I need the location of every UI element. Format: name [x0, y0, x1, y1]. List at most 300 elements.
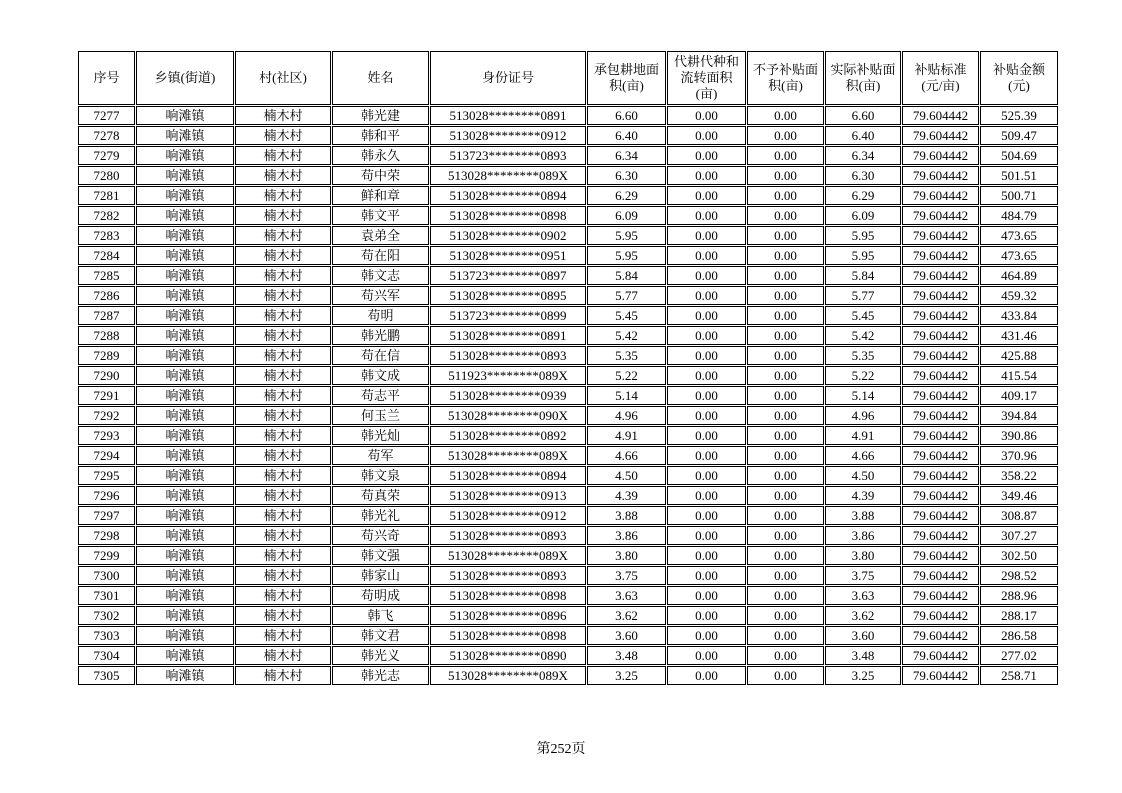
- table-cell: 响滩镇: [136, 466, 234, 485]
- table-cell: 5.22: [587, 366, 666, 385]
- table-cell: 473.65: [980, 226, 1058, 245]
- table-cell: 响滩镇: [136, 606, 234, 625]
- table-cell: 390.86: [980, 426, 1058, 445]
- table-cell: 韩光礼: [332, 506, 429, 525]
- table-cell: 79.604442: [902, 266, 979, 285]
- table-cell: 513028********0894: [430, 466, 586, 485]
- table-cell: 韩文强: [332, 546, 429, 565]
- table-cell: 513028********0939: [430, 386, 586, 405]
- table-cell: 韩和平: [332, 126, 429, 145]
- table-cell: 响滩镇: [136, 226, 234, 245]
- table-cell: 7298: [78, 526, 135, 545]
- table-cell: 0.00: [667, 346, 746, 365]
- table-cell: 韩光鹏: [332, 326, 429, 345]
- table-row: [78, 546, 1058, 565]
- table-cell: 0.00: [747, 606, 824, 625]
- table-cell: 0.00: [667, 266, 746, 285]
- table-cell: 韩光灿: [332, 426, 429, 445]
- table-cell: 79.604442: [902, 186, 979, 205]
- table-cell: 韩文泉: [332, 466, 429, 485]
- table-cell: 0.00: [667, 486, 746, 505]
- table-cell: 响滩镇: [136, 166, 234, 185]
- table-cell: 韩永久: [332, 146, 429, 165]
- table-cell: 4.50: [587, 466, 666, 485]
- table-cell: 袁弟全: [332, 226, 429, 245]
- table-cell: 楠木村: [235, 626, 331, 645]
- table-cell: 楠木村: [235, 446, 331, 465]
- table-cell: 79.604442: [902, 346, 979, 365]
- table-cell: 79.604442: [902, 446, 979, 465]
- table-cell: 0.00: [667, 666, 746, 685]
- table-cell: 7283: [78, 226, 135, 245]
- table-row: [78, 206, 1058, 225]
- table-cell: 79.604442: [902, 506, 979, 525]
- table-cell: 513028********089X: [430, 666, 586, 685]
- table-cell: 513028********0891: [430, 326, 586, 345]
- table-cell: 响滩镇: [136, 566, 234, 585]
- column-header-7: 不予补贴面积(亩): [747, 51, 824, 105]
- table-cell: 7300: [78, 566, 135, 585]
- table-cell: 0.00: [747, 666, 824, 685]
- table-cell: 3.86: [825, 526, 901, 545]
- table-cell: 504.69: [980, 146, 1058, 165]
- table-cell: 响滩镇: [136, 266, 234, 285]
- table-cell: 3.25: [825, 666, 901, 685]
- table-cell: 4.96: [587, 406, 666, 425]
- table-cell: 0.00: [667, 526, 746, 545]
- table-cell: 513028********090X: [430, 406, 586, 425]
- table-cell: 5.35: [825, 346, 901, 365]
- table-cell: 79.604442: [902, 586, 979, 605]
- table-cell: 响滩镇: [136, 406, 234, 425]
- table-cell: 0.00: [667, 506, 746, 525]
- table-cell: 513723********0897: [430, 266, 586, 285]
- column-header-0: 序号: [78, 51, 135, 105]
- table-cell: 0.00: [667, 546, 746, 565]
- table-cell: 鲜和章: [332, 186, 429, 205]
- table-row: [78, 446, 1058, 465]
- table-cell: 7301: [78, 586, 135, 605]
- table-cell: 394.84: [980, 406, 1058, 425]
- table-cell: 3.80: [587, 546, 666, 565]
- table-cell: 楠木村: [235, 426, 331, 445]
- table-cell: 0.00: [667, 386, 746, 405]
- table-cell: 79.604442: [902, 606, 979, 625]
- table-cell: 6.60: [825, 106, 901, 125]
- table-cell: 3.86: [587, 526, 666, 545]
- table-cell: 韩文志: [332, 266, 429, 285]
- table-cell: 431.46: [980, 326, 1058, 345]
- table-cell: 0.00: [747, 446, 824, 465]
- table-cell: 0.00: [747, 466, 824, 485]
- table-cell: 513028********089X: [430, 166, 586, 185]
- column-header-4: 身份证号: [430, 51, 586, 105]
- table-row: [78, 626, 1058, 645]
- table-cell: 5.84: [825, 266, 901, 285]
- table-cell: 响滩镇: [136, 626, 234, 645]
- table-cell: 79.604442: [902, 106, 979, 125]
- table-cell: 79.604442: [902, 546, 979, 565]
- table-cell: 0.00: [667, 646, 746, 665]
- table-cell: 响滩镇: [136, 426, 234, 445]
- table-row: [78, 386, 1058, 405]
- table-cell: 4.39: [825, 486, 901, 505]
- table-cell: 3.63: [825, 586, 901, 605]
- table-cell: 响滩镇: [136, 126, 234, 145]
- table-cell: 响滩镇: [136, 306, 234, 325]
- table-cell: 425.88: [980, 346, 1058, 365]
- table-row: [78, 646, 1058, 665]
- table-row: [78, 166, 1058, 185]
- table-cell: 308.87: [980, 506, 1058, 525]
- table-cell: 5.95: [825, 246, 901, 265]
- table-row: [78, 326, 1058, 345]
- table-cell: 79.604442: [902, 366, 979, 385]
- table-row: [78, 246, 1058, 265]
- table-cell: 7290: [78, 366, 135, 385]
- table-cell: 响滩镇: [136, 546, 234, 565]
- table-cell: 79.604442: [902, 386, 979, 405]
- table-row: [78, 606, 1058, 625]
- table-cell: 楠木村: [235, 306, 331, 325]
- table-cell: 79.604442: [902, 566, 979, 585]
- table-cell: 513028********0898: [430, 586, 586, 605]
- table-cell: 0.00: [667, 126, 746, 145]
- table-cell: 7282: [78, 206, 135, 225]
- table-cell: 0.00: [747, 226, 824, 245]
- table-cell: 79.604442: [902, 466, 979, 485]
- table-cell: 响滩镇: [136, 506, 234, 525]
- table-cell: 0.00: [747, 286, 824, 305]
- table-cell: 5.77: [587, 286, 666, 305]
- table-header-row: [78, 51, 1058, 105]
- table-cell: 楠木村: [235, 366, 331, 385]
- table-cell: 韩家山: [332, 566, 429, 585]
- table-cell: 513723********0899: [430, 306, 586, 325]
- table-cell: 0.00: [667, 166, 746, 185]
- table-cell: 楠木村: [235, 206, 331, 225]
- table-row: [78, 346, 1058, 365]
- table-cell: 0.00: [667, 326, 746, 345]
- table-cell: 0.00: [747, 386, 824, 405]
- table-cell: 370.96: [980, 446, 1058, 465]
- table-cell: 3.88: [587, 506, 666, 525]
- table-cell: 响滩镇: [136, 446, 234, 465]
- table-cell: 楠木村: [235, 286, 331, 305]
- table-cell: 7305: [78, 666, 135, 685]
- table-cell: 响滩镇: [136, 666, 234, 685]
- table-cell: 286.58: [980, 626, 1058, 645]
- table-cell: 苟志平: [332, 386, 429, 405]
- table-cell: 5.14: [587, 386, 666, 405]
- table-cell: 358.22: [980, 466, 1058, 485]
- table-cell: 5.84: [587, 266, 666, 285]
- table-cell: 3.62: [587, 606, 666, 625]
- table-cell: 258.71: [980, 666, 1058, 685]
- table-cell: 0.00: [667, 106, 746, 125]
- table-row: [78, 126, 1058, 145]
- table-cell: 楠木村: [235, 186, 331, 205]
- table-cell: 525.39: [980, 106, 1058, 125]
- column-header-1: 乡镇(街道): [136, 51, 234, 105]
- table-cell: 响滩镇: [136, 186, 234, 205]
- table-cell: 513028********089X: [430, 446, 586, 465]
- table-cell: 苟在阳: [332, 246, 429, 265]
- table-cell: 楠木村: [235, 406, 331, 425]
- table-cell: 79.604442: [902, 126, 979, 145]
- table-cell: 响滩镇: [136, 366, 234, 385]
- table-cell: 苟明: [332, 306, 429, 325]
- table-cell: 0.00: [747, 186, 824, 205]
- table-cell: 7286: [78, 286, 135, 305]
- table-row: [78, 466, 1058, 485]
- table-cell: 302.50: [980, 546, 1058, 565]
- table-cell: 0.00: [747, 106, 824, 125]
- table-cell: 韩光志: [332, 666, 429, 685]
- table-cell: 响滩镇: [136, 106, 234, 125]
- table-cell: 5.95: [587, 246, 666, 265]
- table-cell: 0.00: [667, 466, 746, 485]
- table-cell: 484.79: [980, 206, 1058, 225]
- table-cell: 6.34: [825, 146, 901, 165]
- table-cell: 7303: [78, 626, 135, 645]
- table-cell: 3.60: [587, 626, 666, 645]
- table-cell: 7297: [78, 506, 135, 525]
- table-row: [78, 406, 1058, 425]
- table-cell: 288.17: [980, 606, 1058, 625]
- table-cell: 韩文君: [332, 626, 429, 645]
- table-cell: 6.30: [825, 166, 901, 185]
- table-row: [78, 186, 1058, 205]
- table-row: [78, 226, 1058, 245]
- table-cell: 513028********0898: [430, 626, 586, 645]
- table-cell: 500.71: [980, 186, 1058, 205]
- table-cell: 513028********089X: [430, 546, 586, 565]
- table-cell: 513028********0896: [430, 606, 586, 625]
- table-cell: 3.75: [587, 566, 666, 585]
- table-cell: 5.95: [825, 226, 901, 245]
- table-cell: 6.40: [825, 126, 901, 145]
- table-cell: 响滩镇: [136, 526, 234, 545]
- table-cell: 韩光义: [332, 646, 429, 665]
- table-cell: 79.604442: [902, 406, 979, 425]
- table-cell: 楠木村: [235, 506, 331, 525]
- table-cell: 楠木村: [235, 566, 331, 585]
- table-cell: 0.00: [747, 246, 824, 265]
- table-cell: 苟在信: [332, 346, 429, 365]
- table-cell: 0.00: [667, 226, 746, 245]
- table-cell: 3.62: [825, 606, 901, 625]
- table-cell: 楠木村: [235, 546, 331, 565]
- table-cell: 513028********0893: [430, 346, 586, 365]
- table-row: [78, 106, 1058, 125]
- table-cell: 509.47: [980, 126, 1058, 145]
- table-cell: 4.66: [825, 446, 901, 465]
- table-cell: 513028********0894: [430, 186, 586, 205]
- table-cell: 6.29: [825, 186, 901, 205]
- table-cell: 511923********089X: [430, 366, 586, 385]
- table-cell: 79.604442: [902, 206, 979, 225]
- table-cell: 楠木村: [235, 106, 331, 125]
- table-cell: 6.30: [587, 166, 666, 185]
- table-row: [78, 366, 1058, 385]
- table-cell: 5.35: [587, 346, 666, 365]
- table-cell: 513028********0893: [430, 526, 586, 545]
- table-cell: 响滩镇: [136, 386, 234, 405]
- table-cell: 0.00: [667, 246, 746, 265]
- table-cell: 楠木村: [235, 606, 331, 625]
- table-cell: 4.50: [825, 466, 901, 485]
- table-cell: 响滩镇: [136, 146, 234, 165]
- table-cell: 0.00: [747, 646, 824, 665]
- table-cell: 7278: [78, 126, 135, 145]
- table-cell: 5.42: [825, 326, 901, 345]
- table-cell: 楠木村: [235, 226, 331, 245]
- table-cell: 7304: [78, 646, 135, 665]
- table-cell: 3.80: [825, 546, 901, 565]
- table-cell: 7299: [78, 546, 135, 565]
- table-cell: 3.48: [587, 646, 666, 665]
- table-cell: 楠木村: [235, 386, 331, 405]
- table-cell: 响滩镇: [136, 586, 234, 605]
- table-cell: 7280: [78, 166, 135, 185]
- table-cell: 513028********0912: [430, 506, 586, 525]
- table-cell: 响滩镇: [136, 346, 234, 365]
- table-cell: 3.48: [825, 646, 901, 665]
- table-cell: 韩飞: [332, 606, 429, 625]
- table-cell: 7291: [78, 386, 135, 405]
- table-cell: 7294: [78, 446, 135, 465]
- table-row: [78, 146, 1058, 165]
- table-cell: 0.00: [667, 606, 746, 625]
- table-cell: 楠木村: [235, 266, 331, 285]
- table-cell: 0.00: [747, 126, 824, 145]
- table-cell: 433.84: [980, 306, 1058, 325]
- table-cell: 79.604442: [902, 646, 979, 665]
- table-cell: 4.66: [587, 446, 666, 465]
- table-cell: 0.00: [747, 586, 824, 605]
- table-cell: 5.22: [825, 366, 901, 385]
- table-cell: 响滩镇: [136, 286, 234, 305]
- table-cell: 楠木村: [235, 526, 331, 545]
- table-cell: 79.604442: [902, 666, 979, 685]
- table-cell: 0.00: [667, 626, 746, 645]
- table-cell: 响滩镇: [136, 246, 234, 265]
- table-cell: 0.00: [747, 146, 824, 165]
- table-cell: 4.91: [825, 426, 901, 445]
- table-cell: 0.00: [747, 206, 824, 225]
- table-cell: 0.00: [747, 266, 824, 285]
- table-row: [78, 486, 1058, 505]
- table-cell: 513028********0891: [430, 106, 586, 125]
- table-cell: 苟兴奇: [332, 526, 429, 545]
- table-cell: 4.39: [587, 486, 666, 505]
- column-header-9: 补贴标准(元/亩): [902, 51, 979, 105]
- table-cell: 79.604442: [902, 426, 979, 445]
- table-cell: 4.96: [825, 406, 901, 425]
- table-cell: 0.00: [747, 506, 824, 525]
- table-cell: 楠木村: [235, 586, 331, 605]
- table-cell: 0.00: [667, 446, 746, 465]
- table-cell: 6.60: [587, 106, 666, 125]
- table-cell: 楠木村: [235, 326, 331, 345]
- table-row: [78, 586, 1058, 605]
- table-row: [78, 266, 1058, 285]
- table-header: [78, 51, 1058, 105]
- table-cell: 6.29: [587, 186, 666, 205]
- table-cell: 7288: [78, 326, 135, 345]
- table-cell: 79.604442: [902, 166, 979, 185]
- table-cell: 7281: [78, 186, 135, 205]
- table-cell: 7292: [78, 406, 135, 425]
- table-cell: 415.54: [980, 366, 1058, 385]
- table-cell: 0.00: [667, 286, 746, 305]
- table-cell: 7277: [78, 106, 135, 125]
- table-cell: 7284: [78, 246, 135, 265]
- table-cell: 3.88: [825, 506, 901, 525]
- column-header-5: 承包耕地面积(亩): [587, 51, 666, 105]
- table-cell: 楠木村: [235, 126, 331, 145]
- table-cell: 何玉兰: [332, 406, 429, 425]
- table-cell: 513028********0895: [430, 286, 586, 305]
- table-cell: 7289: [78, 346, 135, 365]
- table-cell: 5.77: [825, 286, 901, 305]
- table-cell: 79.604442: [902, 306, 979, 325]
- table-cell: 0.00: [667, 586, 746, 605]
- table-cell: 307.27: [980, 526, 1058, 545]
- table-cell: 苟兴军: [332, 286, 429, 305]
- table-cell: 响滩镇: [136, 326, 234, 345]
- table-cell: 3.75: [825, 566, 901, 585]
- column-header-3: 姓名: [332, 51, 429, 105]
- table-cell: 7295: [78, 466, 135, 485]
- table-cell: 楠木村: [235, 346, 331, 365]
- table-cell: 277.02: [980, 646, 1058, 665]
- table-cell: 0.00: [747, 346, 824, 365]
- table-cell: 409.17: [980, 386, 1058, 405]
- table-cell: 0.00: [747, 326, 824, 345]
- table-cell: 响滩镇: [136, 646, 234, 665]
- table-cell: 响滩镇: [136, 206, 234, 225]
- table-cell: 0.00: [747, 306, 824, 325]
- table-cell: 6.09: [587, 206, 666, 225]
- table-cell: 0.00: [667, 206, 746, 225]
- table-cell: 0.00: [747, 426, 824, 445]
- subsidy-table: [77, 50, 1059, 686]
- table-row: [78, 506, 1058, 525]
- table-cell: 298.52: [980, 566, 1058, 585]
- table-cell: 79.604442: [902, 326, 979, 345]
- table-cell: 5.42: [587, 326, 666, 345]
- table-cell: 0.00: [747, 546, 824, 565]
- table-cell: 0.00: [747, 486, 824, 505]
- table-cell: 7296: [78, 486, 135, 505]
- table-cell: 0.00: [667, 146, 746, 165]
- table-cell: 349.46: [980, 486, 1058, 505]
- table-cell: 4.91: [587, 426, 666, 445]
- table-cell: 0.00: [747, 366, 824, 385]
- table-cell: 5.14: [825, 386, 901, 405]
- page-number: 第252页: [536, 742, 586, 757]
- table-cell: 7293: [78, 426, 135, 445]
- column-header-10: 补贴金额(元): [980, 51, 1058, 105]
- table-cell: 288.96: [980, 586, 1058, 605]
- table-cell: 0.00: [747, 566, 824, 585]
- table-cell: 楠木村: [235, 246, 331, 265]
- table-cell: 韩文成: [332, 366, 429, 385]
- table-cell: 楠木村: [235, 666, 331, 685]
- table-cell: 0.00: [667, 366, 746, 385]
